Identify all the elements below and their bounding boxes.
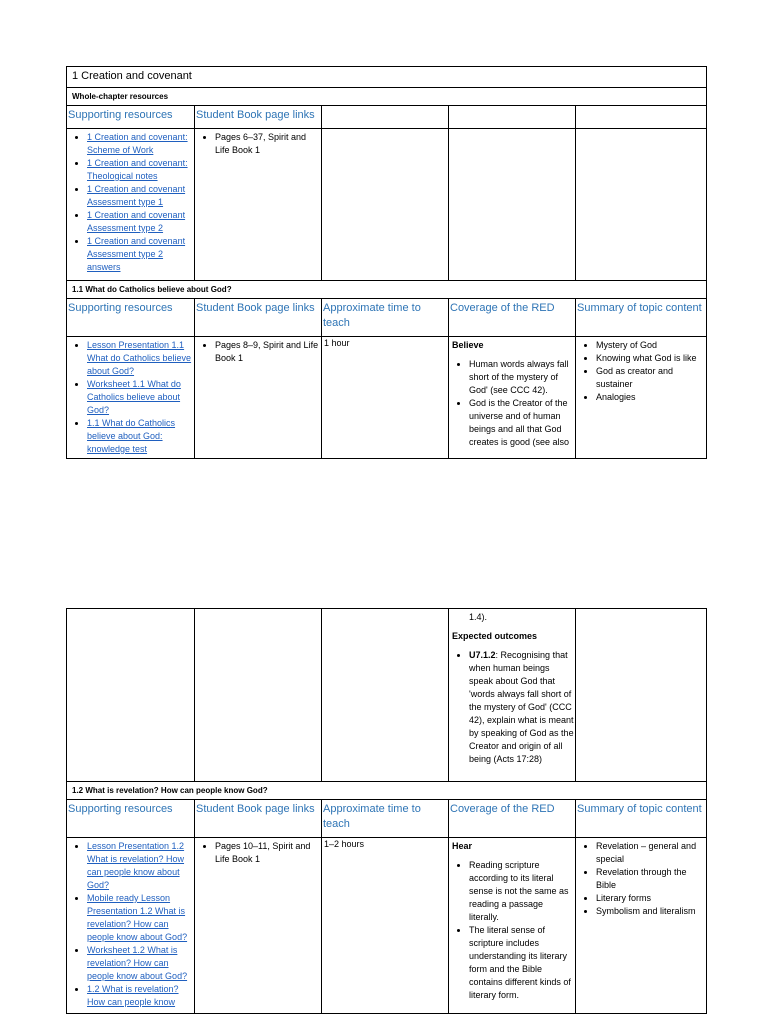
header-summary: Summary of topic content — [576, 800, 707, 838]
whole-chapter-heading: Whole-chapter resources — [67, 88, 707, 106]
empty-cell — [322, 609, 449, 782]
section-1-2-links — [67, 838, 195, 1014]
list-item — [87, 209, 193, 235]
chapter-resource-links — [67, 129, 195, 281]
section-1-2-pages — [195, 838, 322, 1014]
header-supporting-resources: Supporting resources — [67, 299, 195, 337]
section-1-1-red-continued — [449, 609, 576, 782]
chapter-page-links — [195, 129, 322, 281]
list-item: • Symbolism and literalism — [596, 905, 705, 918]
list-item — [87, 983, 193, 1009]
section-1-1-links — [67, 337, 195, 459]
resource-link-worksheet-1-2[interactable]: Worksheet 1.2 What is revelation? How can people know about God? — [87, 945, 188, 981]
empty-cell — [195, 609, 322, 782]
list-item: • Literary forms — [596, 892, 705, 905]
list-item: • Revelation through the Bible — [596, 866, 705, 892]
list-item: • Revelation – general and special — [596, 840, 705, 866]
list-item: • Analogies — [596, 391, 705, 404]
resources-table-2 — [66, 608, 707, 1014]
section-1-2-time: 1–2 hours — [322, 838, 449, 1014]
list-item: • Pages 8–9, Spirit and Life Book 1 — [215, 339, 320, 365]
header-summary: Summary of topic content — [576, 299, 707, 337]
resource-link-scheme-of-work[interactable]: 1 Creation and covenant: Scheme of Work — [87, 132, 188, 155]
list-item — [87, 378, 193, 417]
list-item — [87, 417, 193, 456]
list-item: • Human words always fall short of the mystery of God' (see CCC 42). — [469, 358, 574, 397]
list-item: • Mystery of God — [596, 339, 705, 352]
list-item — [87, 892, 193, 944]
continued-reference: 1.4). — [469, 612, 488, 622]
resource-link-worksheet-1-1[interactable]: Worksheet 1.1 What do Catholics believe about God? — [87, 379, 181, 415]
outcome-text: : Recognising that when human beings speak about God that 'words always fall short of the mystery of God' (CCC 42), explain what is meant by speaking of God as the Creator and origin of all being (Acts 17:28) — [469, 650, 574, 764]
list-item — [87, 339, 193, 378]
empty-cell — [576, 129, 707, 281]
red-heading-hear: Hear — [452, 841, 473, 851]
section-1-1-title: 1.1 What do Catholics believe about God? — [67, 281, 707, 299]
header-supporting-resources: Supporting resources — [67, 800, 195, 838]
list-item: • The literal sense of scripture includes understanding its literary form and the Bible contains different kinds of literary form. — [469, 924, 574, 1002]
section-1-2-title: 1.2 What is revelation? How can people know God? — [67, 782, 707, 800]
section-1-1-pages — [195, 337, 322, 459]
header-approx-time: Approximate time to teach — [322, 299, 449, 337]
list-item: • Reading scripture according to its literal sense is not the same as reading a passage literally. — [469, 859, 574, 924]
list-item — [87, 840, 193, 892]
header-empty — [576, 106, 707, 129]
list-item — [87, 131, 193, 157]
list-item — [87, 944, 193, 983]
list-item — [87, 183, 193, 209]
resource-link-assessment-2[interactable]: 1 Creation and covenant Assessment type 2 — [87, 210, 186, 233]
empty-cell — [67, 609, 195, 782]
empty-cell — [449, 129, 576, 281]
header-empty — [322, 106, 449, 129]
list-item — [87, 235, 193, 274]
resource-link-theological-notes[interactable]: 1 Creation and covenant: Theological notes — [87, 158, 188, 181]
resource-link-test-1-2[interactable]: 1.2 What is revelation? How can people know — [87, 984, 179, 1007]
section-1-1-summary — [576, 337, 707, 459]
resource-link-mobile-lesson-1-2[interactable]: Mobile ready Lesson Presentation 1.2 What is revelation? How can people know about God? — [87, 893, 188, 942]
section-1-2-summary — [576, 838, 707, 1014]
section-1-2-red — [449, 838, 576, 1014]
section-1-1-red — [449, 337, 576, 459]
header-coverage-red: Coverage of the RED — [449, 299, 576, 337]
list-item: • Pages 6–37, Spirit and Life Book 1 — [215, 131, 320, 157]
resource-link-assessment-2-answers[interactable]: 1 Creation and covenant Assessment type 2 answers — [87, 236, 186, 272]
resource-link-lesson-1-1[interactable]: Lesson Presentation 1.1 What do Catholics believe about God? — [87, 340, 192, 376]
expected-outcomes-heading: Expected outcomes — [452, 631, 538, 641]
list-item: • God is the Creator of the universe and of human beings and all that God creates is good (see also — [469, 397, 574, 449]
header-coverage-red: Coverage of the RED — [449, 800, 576, 838]
red-heading-believe: Believe — [452, 340, 484, 350]
resource-link-test-1-1[interactable]: 1.1 What do Catholics believe about God: knowledge test — [87, 418, 176, 454]
list-item: • God as creator and sustainer — [596, 365, 705, 391]
header-student-book: Student Book page links — [195, 299, 322, 337]
resource-link-lesson-1-2[interactable]: Lesson Presentation 1.2 What is revelation? How can people know about God? — [87, 841, 185, 890]
header-student-book: Student Book page links — [195, 800, 322, 838]
empty-cell — [322, 129, 449, 281]
list-item: • Pages 10–11, Spirit and Life Book 1 — [215, 840, 320, 866]
outcome-code: U7.1.2 — [469, 650, 496, 660]
list-item — [469, 649, 574, 766]
header-empty — [449, 106, 576, 129]
resources-table-1 — [66, 66, 707, 459]
empty-cell — [576, 609, 707, 782]
header-supporting-resources: Supporting resources — [67, 106, 195, 129]
list-item — [87, 157, 193, 183]
chapter-title: 1 Creation and covenant — [67, 67, 707, 88]
section-1-1-time: 1 hour — [322, 337, 449, 459]
header-student-book: Student Book page links — [195, 106, 322, 129]
list-item: • Knowing what God is like — [596, 352, 705, 365]
header-approx-time: Approximate time to teach — [322, 800, 449, 838]
resource-link-assessment-1[interactable]: 1 Creation and covenant Assessment type 1 — [87, 184, 186, 207]
